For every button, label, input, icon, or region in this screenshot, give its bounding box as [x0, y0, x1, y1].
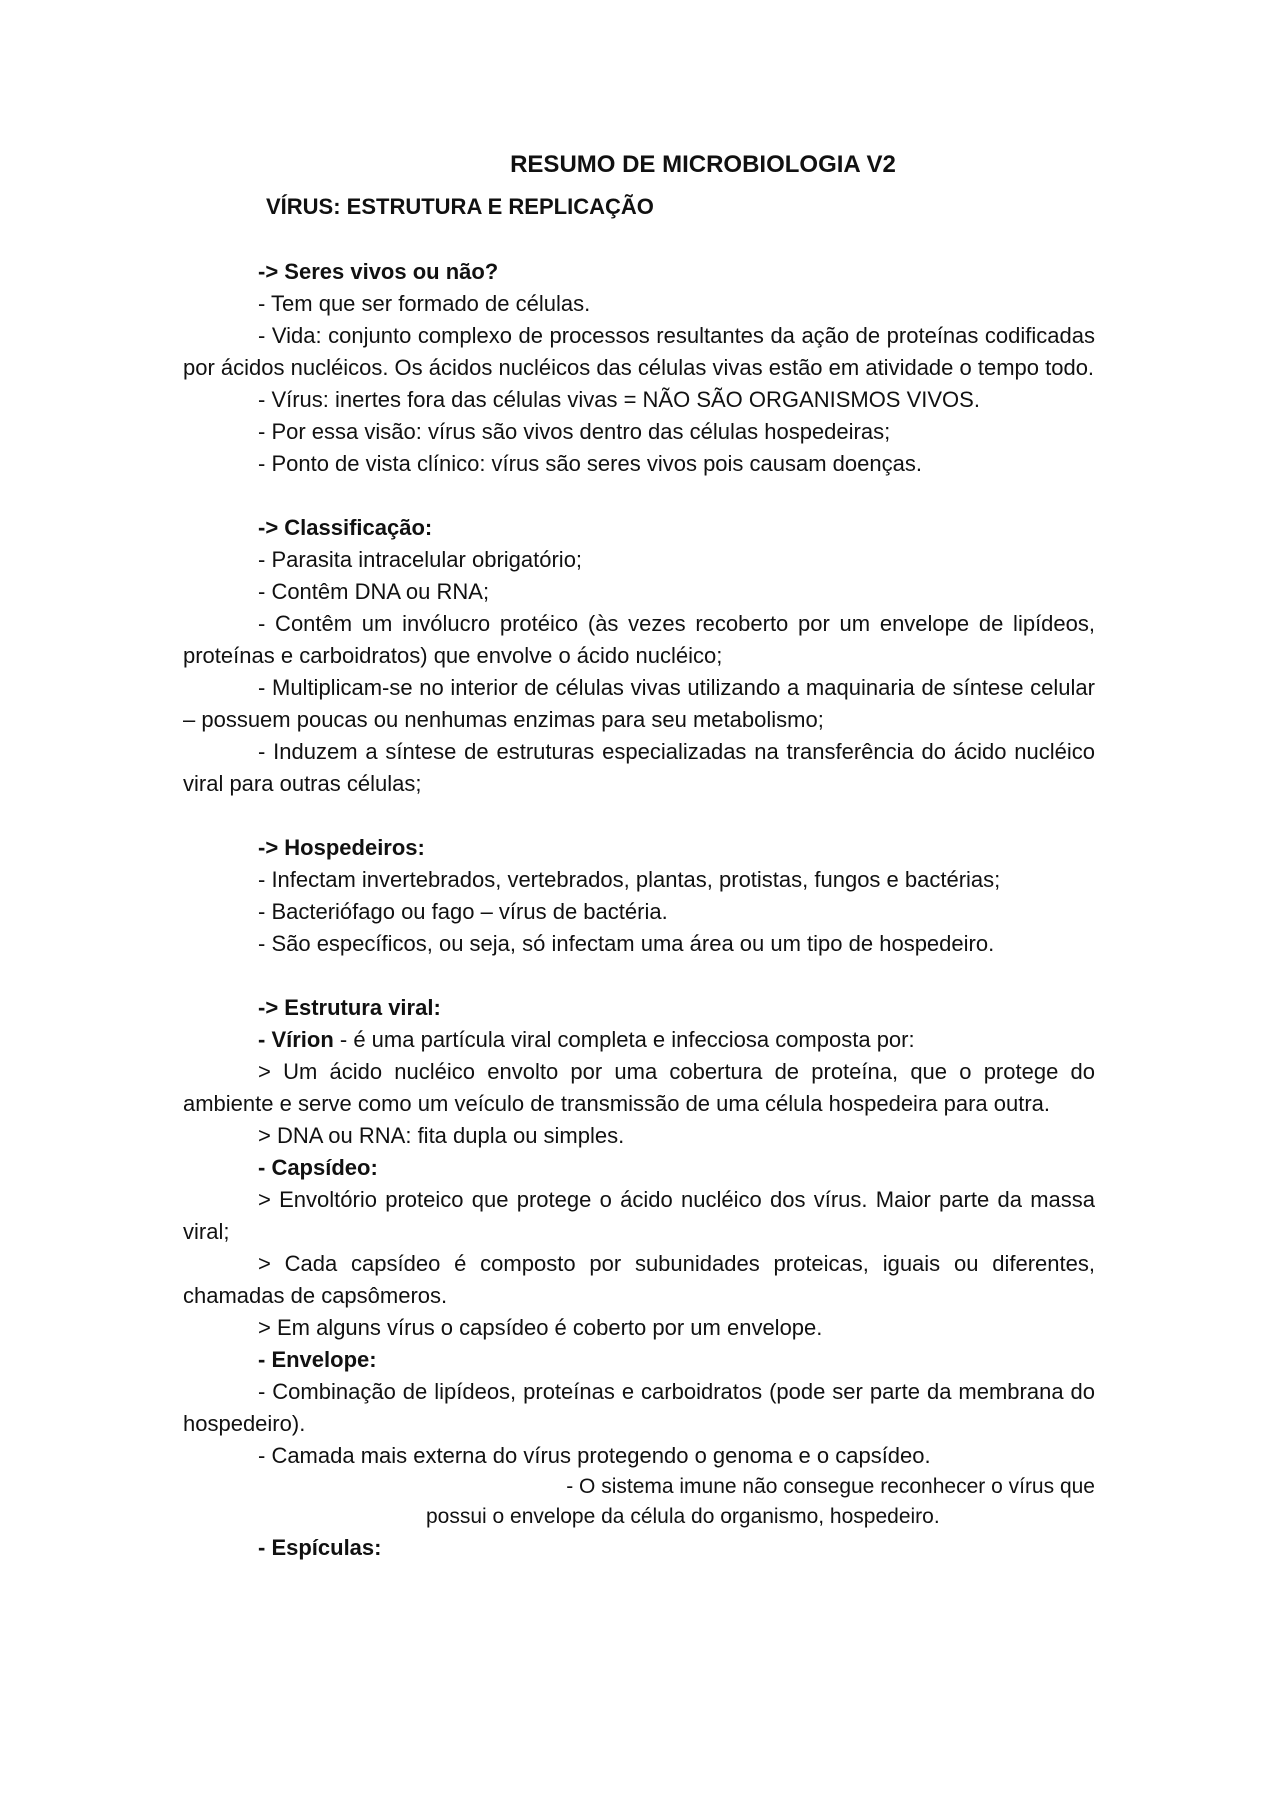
envelope-note-line-1: - O sistema imune não consegue reconhecer o vírus que	[566, 1475, 1095, 1498]
section-seres-vivos	[183, 256, 1095, 480]
heading-classificacao: -> Classificação:	[258, 515, 433, 540]
document-content	[183, 148, 1095, 1564]
paragraph: - Parasita intracelular obrigatório;	[258, 547, 583, 572]
heading-estrutura-viral: -> Estrutura viral:	[258, 995, 441, 1020]
paragraph: - Ponto de vista clínico: vírus são seres vivos pois causam doenças.	[258, 451, 922, 476]
paragraph: > Envoltório proteico que protege o ácido nucléico dos vírus. Maior parte da massa viral;	[183, 1187, 1095, 1244]
heading-hospedeiros: -> Hospedeiros:	[258, 835, 425, 860]
heading-seres-vivos: -> Seres vivos ou não?	[258, 259, 499, 284]
especulas-label: - Espículas:	[258, 1535, 382, 1560]
document-title: RESUMO DE MICROBIOLOGIA V2	[510, 151, 896, 178]
paragraph: - Tem que ser formado de células.	[258, 291, 591, 316]
paragraph: - Vírus: inertes fora das células vivas = NÃO SÃO ORGANISMOS VIVOS.	[258, 387, 980, 412]
paragraph: - São específicos, ou seja, só infectam uma área ou um tipo de hospedeiro.	[258, 931, 995, 956]
section-title: VÍRUS: ESTRUTURA E REPLICAÇÃO	[266, 194, 654, 219]
virion-label: - Vírion	[258, 1027, 334, 1052]
paragraph: > DNA ou RNA: fita dupla ou simples.	[258, 1123, 625, 1148]
paragraph: - Induzem a síntese de estruturas especializadas na transferência do ácido nucléico viral para outras células;	[183, 739, 1095, 796]
paragraph: - Camada mais externa do vírus protegendo o genoma e o capsídeo.	[258, 1443, 931, 1468]
paragraph: - Infectam invertebrados, vertebrados, plantas, protistas, fungos e bactérias;	[258, 867, 1001, 892]
section-estrutura-viral	[183, 992, 1095, 1564]
paragraph: > Cada capsídeo é composto por subunidades proteicas, iguais ou diferentes, chamadas de capsômeros.	[183, 1251, 1095, 1308]
section-hospedeiros	[183, 832, 1095, 960]
paragraph: - Vida: conjunto complexo de processos resultantes da ação de proteínas codificadas por ácidos nucléicos. Os ácidos nucléicos das células vivas estão em atividade o tempo todo.	[183, 323, 1095, 380]
virion-text: - é uma partícula viral completa e infecciosa composta por:	[333, 1027, 915, 1052]
capsideo-label: - Capsídeo:	[258, 1155, 378, 1180]
paragraph: > Em alguns vírus o capsídeo é coberto por um envelope.	[258, 1315, 823, 1340]
virion-line	[183, 1024, 1095, 1056]
paragraph: - Multiplicam-se no interior de células vivas utilizando a maquinaria de síntese celular – possuem poucas ou nenhumas enzimas para seu metabolismo;	[183, 675, 1095, 732]
paragraph: - Combinação de lipídeos, proteínas e carboidratos (pode ser parte da membrana do hospedeiro).	[183, 1379, 1095, 1436]
envelope-label: - Envelope:	[258, 1347, 377, 1372]
paragraph: - Bacteriófago ou fago – vírus de bactéria.	[258, 899, 668, 924]
paragraph: - Por essa visão: vírus são vivos dentro das células hospedeiras;	[258, 419, 891, 444]
envelope-note-line-2: possui o envelope da célula do organismo, hospedeiro.	[426, 1505, 940, 1528]
paragraph: > Um ácido nucléico envolto por uma cobertura de proteína, que o protege do ambiente e serve como um veículo de transmissão de uma célula hospedeira para outra.	[183, 1059, 1095, 1116]
paragraph: - Contêm DNA ou RNA;	[258, 579, 490, 604]
paragraph: - Contêm um invólucro protéico (às vezes recoberto por um envelope de lipídeos, proteínas e carboidratos) que envolve o ácido nucléico;	[183, 611, 1095, 668]
section-classificacao	[183, 512, 1095, 800]
